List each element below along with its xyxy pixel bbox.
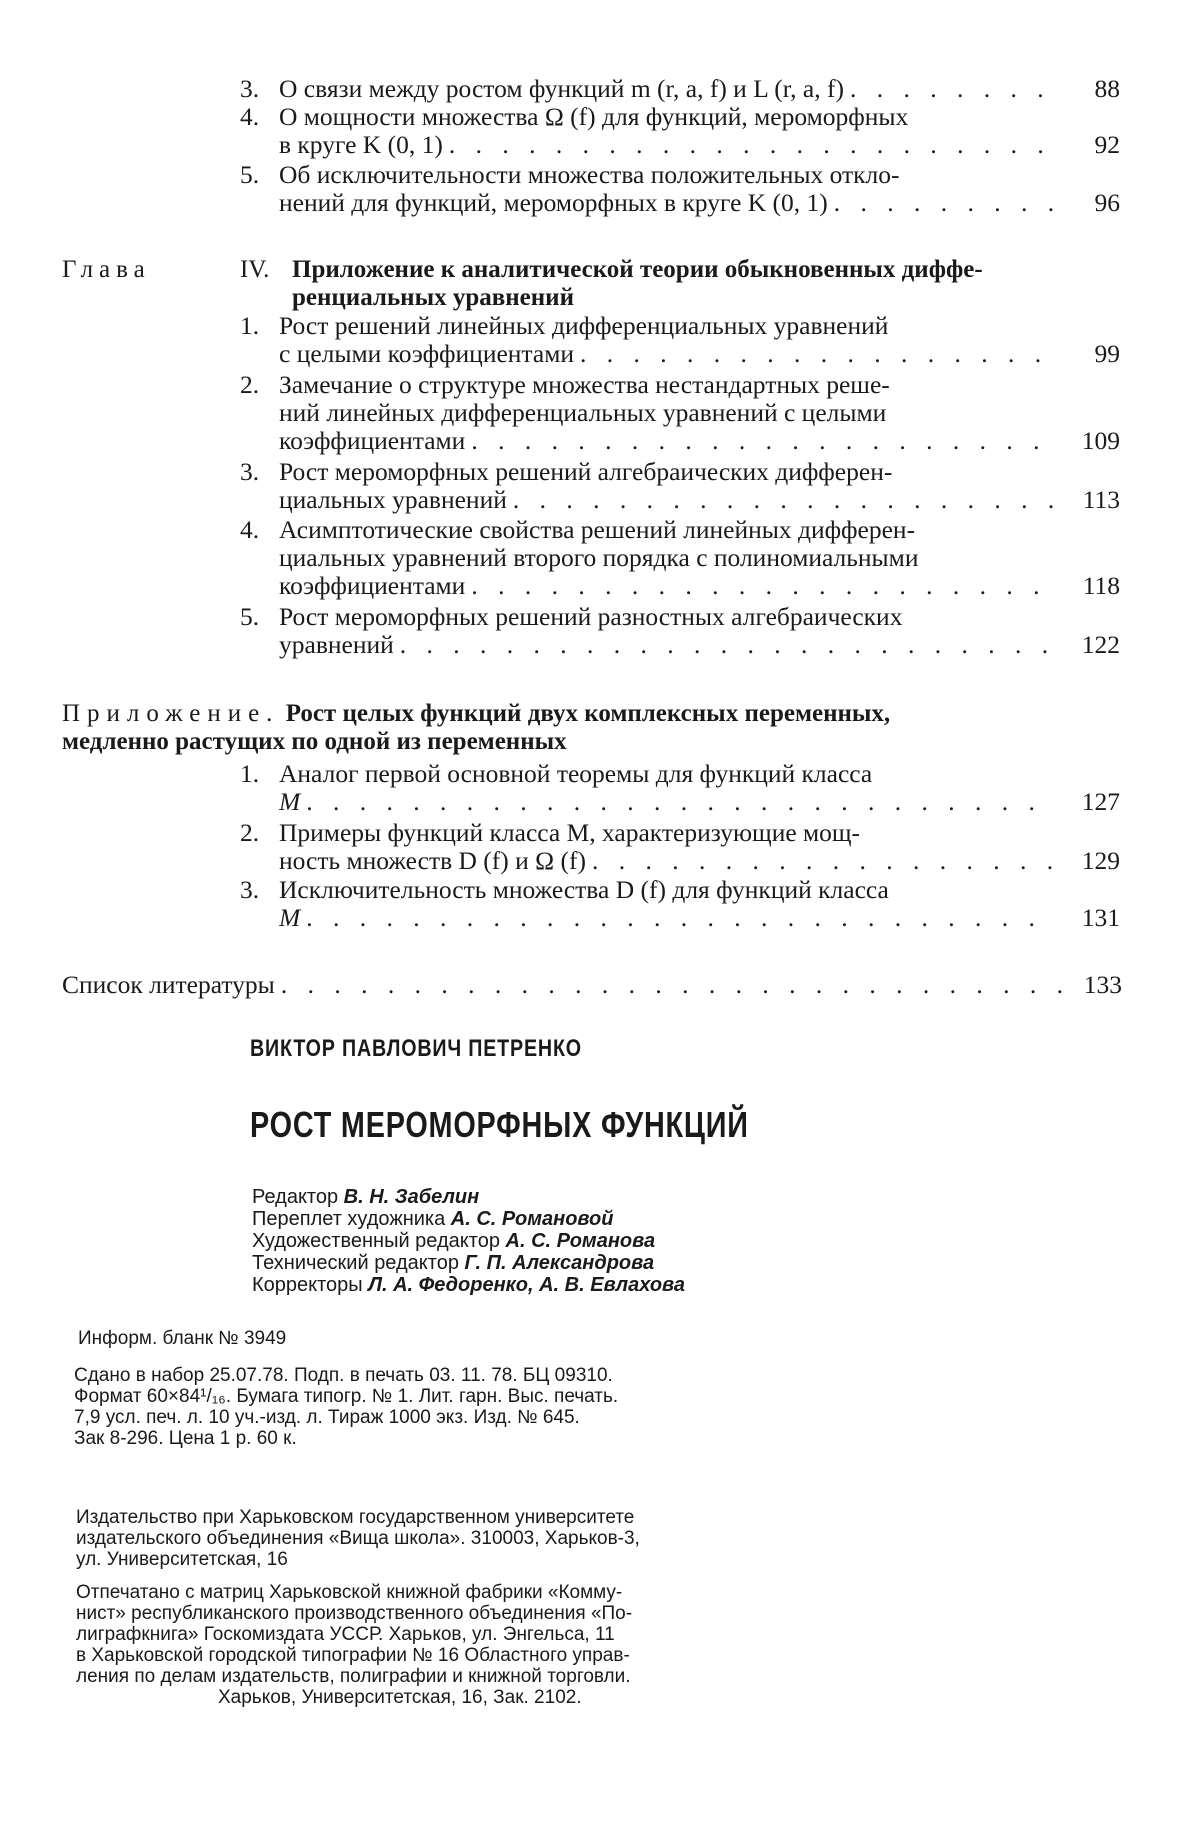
toc-entry-title-cont: коэффициентами: [279, 572, 465, 600]
credit-row: [252, 1230, 685, 1252]
toc-entry-number: 2.: [240, 819, 259, 847]
toc-entry-title: О связи между ростом функций m (r, a, f) и L (r, a, f): [279, 75, 844, 103]
credit-row: [252, 1274, 685, 1296]
toc-page-number: 129: [1082, 847, 1120, 875]
printer-line: в Харьковской городской типографии № 16 Областного управ-: [76, 1645, 632, 1666]
bibliography-label: Список литературы: [62, 971, 275, 999]
chapter-number: IV.: [240, 256, 269, 284]
printer-info: [76, 1582, 632, 1708]
toc-entry-title-cont: циальных уравнений: [279, 486, 507, 514]
toc-page-number: 88: [1095, 75, 1121, 103]
appendix-title-cont: медленно растущих по одной из переменных: [62, 728, 1122, 756]
credit-role: Технический редактор: [252, 1252, 459, 1274]
appendix-label: Приложение.: [62, 700, 279, 727]
toc-page-number: 127: [1082, 788, 1120, 816]
toc-entry-number: 3.: [240, 458, 259, 486]
credit-name: Л. А. Федоренко, А. В. Евлахова: [368, 1274, 685, 1296]
toc-entry-title: Аналог первой основной теоремы для функций класса: [279, 760, 1062, 788]
toc-entry-title-cont: с целыми коэффициентами: [279, 340, 574, 368]
credit-row: [252, 1186, 685, 1208]
toc-page-number: 99: [1095, 340, 1121, 368]
toc-entry-title: О мощности множества Ω (f) для функций, мероморфных: [279, 103, 1062, 131]
toc-entry: [240, 161, 1120, 217]
toc-entry-title: Рост решений линейных дифференциальных уравнений: [279, 312, 1062, 340]
toc-entry-title: Об исключительности множества положительных откло-: [279, 161, 1062, 189]
printer-line: ления по делам издательств, полиграфии и книжной торговли.: [76, 1666, 632, 1687]
toc-entry: [240, 876, 1120, 932]
printer-line: лиграфкнига» Госкомиздата УССР. Харьков, ул. Энгельса, 11: [76, 1624, 632, 1645]
appendix-heading: [62, 700, 1122, 756]
toc-entry-title-cont: циальных уравнений второго порядка с полиномиальными: [279, 544, 1062, 572]
chapter-title-cont: ренциальных уравнений: [292, 284, 574, 312]
toc-entry-title: Асимптотические свойства решений линейных дифферен-: [279, 516, 1062, 544]
chapter-heading: [62, 256, 1122, 284]
page: [0, 0, 1200, 1831]
toc-entry-number: 1.: [240, 312, 259, 340]
book-title: РОСТ МЕРОМОРФНЫХ ФУНКЦИЙ: [250, 1104, 749, 1146]
author-name: ВИКТОР ПАВЛОВИЧ ПЕТРЕНКО: [250, 1035, 582, 1063]
toc-entry-number: 2.: [240, 371, 259, 399]
toc-entry-title-cont: в круге K (0, 1): [279, 131, 443, 159]
toc-entry: [240, 103, 1120, 159]
credit-name: Г. П. Александрова: [465, 1252, 655, 1274]
toc-entry-title-cont: ний линейных дифференциальных уравнений с целыми: [279, 399, 1062, 427]
toc-page-number: 96: [1095, 189, 1121, 217]
toc-entry-title: Исключительность множества D (f) для функций класса: [279, 876, 1062, 904]
toc-entry-number: 5.: [240, 603, 259, 631]
publisher-info: [76, 1507, 640, 1570]
credit-name: В. Н. Забелин: [344, 1186, 480, 1208]
publisher-line: ул. Университетская, 16: [76, 1549, 640, 1570]
toc-entry-title: Примеры функций класса M, характеризующие мощ-: [279, 819, 1062, 847]
credit-role: Художественный редактор: [252, 1230, 500, 1252]
toc-entry: [240, 312, 1120, 368]
toc-page-number: 118: [1083, 572, 1120, 600]
toc-entry-number: 3.: [240, 876, 259, 904]
print-info-line: 7,9 усл. печ. л. 10 уч.-изд. л. Тираж 1000 экз. Изд. № 645.: [74, 1407, 618, 1428]
credit-row: [252, 1208, 685, 1230]
toc-entry-title-cont: уравнений: [279, 631, 394, 659]
credit-name: А. С. Романовой: [451, 1208, 614, 1230]
toc-entry-title: Замечание о структуре множества нестандартных реше-: [279, 371, 1062, 399]
toc-page-number: 109: [1082, 427, 1120, 455]
chapter-title: Приложение к аналитической теории обыкновенных диффе-: [292, 256, 983, 284]
inform-blank: Информ. бланк № 3949: [78, 1328, 286, 1349]
credit-role: Переплет художника: [252, 1208, 445, 1230]
toc-entry: [240, 819, 1120, 875]
publisher-line: издательского объединения «Вища школа». 310003, Харьков-3,: [76, 1528, 640, 1549]
chapter-label: Глава: [62, 256, 151, 283]
toc-entry: [240, 458, 1120, 514]
toc-entry-title-cont: коэффициентами: [279, 427, 465, 455]
toc-entry-number: 5.: [240, 161, 259, 189]
appendix-title: Рост целых функций двух комплексных переменных,: [286, 700, 890, 727]
toc-page-number: 113: [1083, 486, 1120, 514]
publisher-line: Издательство при Харьковском государственном университете: [76, 1507, 640, 1528]
print-info-line: Формат 60×84¹/₁₆. Бумага типогр. № 1. Лит. гарн. Выс. печать.: [74, 1386, 618, 1407]
credit-row: [252, 1252, 685, 1274]
toc-entry: [240, 75, 1120, 103]
printer-line: Харьков, Университетская, 16, Зак. 2102.: [76, 1687, 632, 1708]
bibliography-entry: [62, 971, 1122, 999]
print-info-line: Зак 8-296. Цена 1 р. 60 к.: [74, 1428, 618, 1449]
toc-entry-title-cont: ность множеств D (f) и Ω (f): [279, 847, 586, 875]
toc-entry-number: 1.: [240, 760, 259, 788]
credit-role: Редактор: [252, 1186, 338, 1208]
print-info-line: Сдано в набор 25.07.78. Подп. в печать 03. 11. 78. БЦ 09310.: [74, 1365, 618, 1386]
print-info: [74, 1365, 618, 1449]
toc-page-number: 92: [1095, 131, 1121, 159]
printer-line: Отпечатано с матриц Харьковской книжной фабрики «Комму-: [76, 1582, 632, 1603]
printer-line: нист» республиканского производственного объединения «По-: [76, 1603, 632, 1624]
bibliography-page: 133: [1084, 971, 1122, 999]
toc-entry: [240, 371, 1120, 455]
toc-entry-title: Рост мероморфных решений алгебраических дифферен-: [279, 458, 1062, 486]
toc-entry-title-cont: M: [279, 904, 300, 932]
toc-entry-number: 4.: [240, 516, 259, 544]
toc-entry: [240, 516, 1120, 600]
credit-name: А. С. Романова: [506, 1230, 656, 1252]
credits-block: [252, 1186, 685, 1296]
toc-page-number: 122: [1082, 631, 1120, 659]
toc-entry: [240, 760, 1120, 816]
credit-role: Корректоры: [252, 1274, 363, 1296]
toc-entry-title: Рост мероморфных решений разностных алгебраических: [279, 603, 1062, 631]
toc-entry-title-cont: нений для функций, мероморфных в круге K (0, 1): [279, 189, 828, 217]
toc-entry: [240, 603, 1120, 659]
toc-entry-number: 4.: [240, 103, 259, 131]
toc-page-number: 131: [1082, 904, 1120, 932]
toc-entry-number: 3.: [240, 75, 259, 103]
toc-entry-title-cont: M: [279, 788, 300, 816]
